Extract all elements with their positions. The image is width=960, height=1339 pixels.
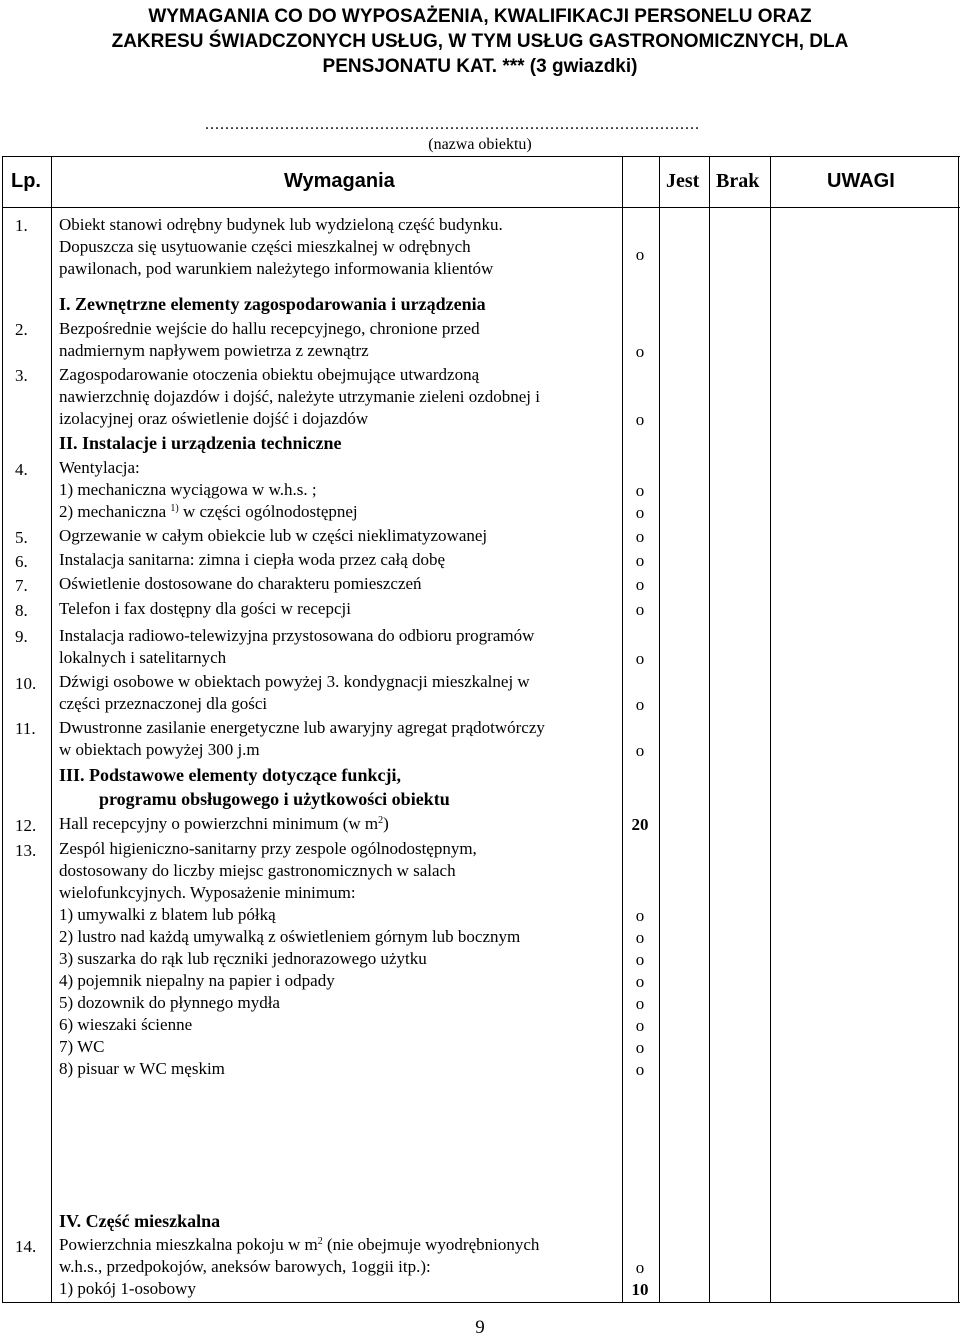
row-text: Bezpośrednie wejście do hallu recepcyjnego, chronione przed (59, 319, 480, 338)
row-text: Dźwigi osobowe w obiektach powyżej 3. kondygnacji mieszkalnej w (59, 672, 530, 691)
row-text (59, 1234, 539, 1256)
row-text (59, 501, 358, 523)
yes-mark: o (635, 1016, 645, 1035)
yes-mark: o (635, 649, 645, 668)
page-number: 9 (475, 1317, 485, 1338)
row-text: Dopuszcza się usytuowanie części mieszkalnej w odrębnych (59, 237, 471, 256)
row-text: dostosowany do liczby miejsc gastronomicznych w salach (59, 861, 456, 880)
table-right-border (958, 156, 959, 1303)
row-number: 2. (15, 320, 28, 339)
row-text: nawierzchnię dojazdów i dojść, należyte utrzymanie zieleni ozdobnej i (59, 387, 540, 406)
header-yes: Jest (666, 170, 700, 192)
row-number: 9. (15, 627, 28, 646)
section-heading: I. Zewnętrzne elementy zagospodarowania i urządzenia (59, 294, 486, 314)
object-name-dots: ................................................................................................... (205, 116, 700, 133)
object-name-label: (nazwa obiektu) (428, 136, 532, 153)
row-text (59, 813, 389, 835)
col-req-divider (622, 156, 623, 1303)
row-number: 7. (15, 576, 28, 595)
title-line-2: ZAKRESU ŚWIADCZONYCH USŁUG, W TYM USŁUG GASTRONOMICZNYCH, DLA (111, 31, 849, 52)
row-text: izolacyjnej oraz oświetlenie dojść i dojazdów (59, 409, 369, 428)
row-number: 6. (15, 552, 28, 571)
row-text-part: 2) mechaniczna (59, 502, 167, 521)
list-item: 7) WC (59, 1037, 105, 1056)
row-text: Ogrzewanie w całym obiekcie lub w części nieklimatyzowanej (59, 526, 488, 545)
row-text-part: ) (383, 814, 389, 833)
row-text: w.h.s., przedpokojów, aneksów barowych, 1oggii itp.): (59, 1257, 431, 1276)
table-top-border (2, 156, 960, 157)
section-heading: III. Podstawowe elementy dotyczące funkcji, (59, 765, 401, 785)
row-text: Zespól higieniczno-sanitarny przy zespole ogólnodostępnym, (59, 839, 477, 858)
yes-mark: o (635, 906, 645, 925)
row-text: Oświetlenie dostosowane do charakteru pomieszczeń (59, 574, 422, 593)
row-text-part: w części ogólnodostępnej (178, 502, 358, 521)
row-number: 5. (15, 528, 28, 547)
yes-mark: o (635, 1258, 645, 1277)
row-text: 1) mechaniczna wyciągowa w w.h.s. ; (59, 480, 317, 499)
yes-mark: o (635, 994, 645, 1013)
row-number: 10. (15, 674, 37, 693)
header-lp: Lp. (11, 170, 41, 192)
list-item: 3) suszarka do rąk lub ręczniki jednorazowego użytku (59, 949, 427, 968)
yes-mark: o (635, 741, 645, 760)
row-text: Instalacja radiowo-telewizyjna przystosowana do odbioru programów (59, 626, 535, 645)
title-line-1: WYMAGANIA CO DO WYPOSAŻENIA, KWALIFIKACJI PERSONELU ORAZ (148, 6, 812, 27)
row-text: wielofunkcyjnych. Wyposażenie minimum: (59, 883, 356, 902)
row-text-part: Powierzchnia mieszkalna pokoju w m (59, 1235, 318, 1254)
header-notes: UWAGI (827, 170, 895, 192)
list-item: 2) lustro nad każdą umywalką z oświetleniem górnym lub bocznym (59, 927, 521, 946)
yes-mark: o (635, 695, 645, 714)
header-requirements: Wymagania (284, 170, 395, 192)
yes-mark: o (635, 410, 645, 429)
yes-mark: o (635, 503, 645, 522)
yes-mark: o (635, 950, 645, 969)
footnote-ref: 1) (170, 503, 179, 514)
row-text: Wentylacja: (59, 458, 140, 477)
list-item: 8) pisuar w WC męskim (59, 1059, 225, 1078)
row-text: pawilonach, pod warunkiem należytego informowania klientów (59, 259, 494, 278)
row-number: 4. (15, 460, 28, 479)
superscript: 2 (378, 815, 384, 826)
row-number: 3. (15, 366, 28, 385)
row-number: 1. (15, 216, 28, 235)
yes-mark: o (635, 551, 645, 570)
yes-mark: o (635, 928, 645, 947)
yes-mark: o (635, 1038, 645, 1057)
yes-mark: o (635, 600, 645, 619)
section-heading: II. Instalacje i urządzenia techniczne (59, 433, 342, 453)
row-text: Instalacja sanitarna: zimna i ciepła woda przez całą dobę (59, 550, 446, 569)
list-item: 1) umywalki z blatem lub półką (59, 905, 276, 924)
row-text-part: Hall recepcyjny o powierzchni minimum (w m (59, 814, 379, 833)
col-notes-divider (770, 156, 771, 1303)
col-no-divider (709, 156, 710, 1303)
row-text: Obiekt stanowi odrębny budynek lub wydzieloną część budynku. (59, 215, 503, 234)
row-number: 13. (15, 841, 37, 860)
yes-mark: o (635, 972, 645, 991)
row-number: 12. (15, 816, 37, 835)
row-text: Zagospodarowanie otoczenia obiektu obejmujące utwardzoną (59, 365, 480, 384)
col-yes-divider (659, 156, 660, 1303)
row-text: Telefon i fax dostępny dla gości w recepcji (59, 599, 351, 618)
header-no: Brak (716, 170, 760, 192)
row-number: 8. (15, 601, 28, 620)
row-text: nadmiernym napływem powietrza z zewnątrz (59, 341, 369, 360)
row-text: części przeznaczonej dla gości (59, 694, 268, 713)
document-title (0, 4, 960, 79)
row-text: Dwustronne zasilanie energetyczne lub awaryjny agregat prądotwórczy (59, 718, 545, 737)
table-bottom-border (2, 1302, 960, 1303)
row-number: 11. (15, 719, 36, 738)
yes-mark: o (635, 527, 645, 546)
list-item: 4) pojemnik niepalny na papier i odpady (59, 971, 335, 990)
list-item: 5) dozownik do płynnego mydła (59, 993, 280, 1012)
yes-mark: o (635, 481, 645, 500)
row-text: w obiektach powyżej 300 j.m (59, 740, 260, 759)
table-left-border (2, 156, 3, 1303)
section-heading: programu obsługowego i użytkowości obiektu (99, 789, 450, 809)
superscript: 2 (317, 1236, 323, 1247)
list-item: 6) wieszaki ścienne (59, 1015, 193, 1034)
title-line-3: PENSJONATU KAT. *** (3 gwiazdki) (322, 56, 638, 77)
row-text-part: (nie obejmuje wyodrębnionych (322, 1235, 540, 1254)
header-bottom-border (2, 207, 960, 208)
yes-mark: o (635, 245, 645, 264)
row-text: 1) pokój 1-osobowy (59, 1279, 196, 1298)
row-number: 14. (15, 1237, 37, 1256)
section-heading: IV. Część mieszkalna (59, 1211, 221, 1231)
yes-mark: o (635, 342, 645, 361)
yes-value: 20 (631, 815, 649, 834)
row-text: lokalnych i satelitarnych (59, 648, 227, 667)
yes-mark: o (635, 575, 645, 594)
col-lp-divider (51, 156, 52, 1303)
yes-value: 10 (631, 1280, 649, 1299)
yes-mark: o (635, 1060, 645, 1079)
